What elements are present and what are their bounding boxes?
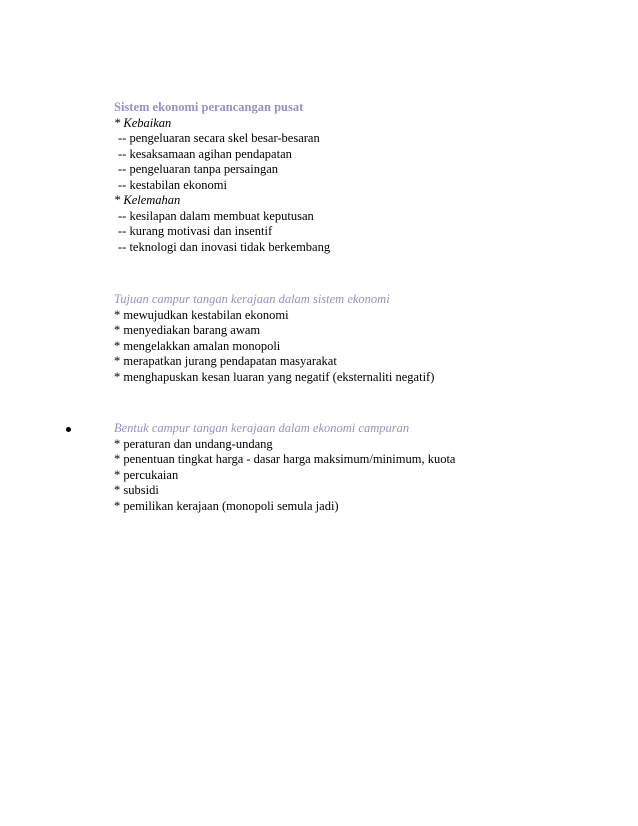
list-item: -- kesaksamaan agihan pendapatan (118, 146, 292, 161)
section-government-objectives (114, 292, 614, 385)
list-item: * merapatkan jurang pendapatan masyarakat (114, 354, 337, 368)
list-item: * mewujudkan kestabilan ekonomi (114, 307, 289, 322)
list-item: * penentuan tingkat harga - dasar harga maksimum/minimum, kuota (114, 452, 456, 466)
list-item: * peraturan dan undang-undang (114, 436, 273, 451)
list-item: -- teknologi dan inovasi tidak berkembang (118, 239, 331, 254)
list-item: -- pengeluaran tanpa persaingan (118, 162, 278, 176)
section-intervention-forms (114, 421, 614, 514)
list-item: * pemilikan kerajaan (monopoli semula jadi) (114, 498, 339, 513)
list-item: -- pengeluaran secara skel besar-besaran (118, 131, 320, 145)
section-title: Tujuan campur tangan kerajaan dalam sistem ekonomi (114, 292, 390, 306)
section-title: Bentuk campur tangan kerajaan dalam ekonomi campuran (114, 421, 410, 435)
section-title: Sistem ekonomi perancangan pusat (114, 100, 304, 114)
list-item: -- kurang motivasi dan insentif (118, 224, 273, 238)
disadvantages-heading: * Kelemahan (114, 193, 181, 207)
list-item: -- kesilapan dalam membuat keputusan (118, 208, 314, 223)
list-item: -- kestabilan ekonomi (118, 177, 227, 192)
list-item: * subsidi (114, 483, 159, 497)
list-item: * menyediakan barang awam (114, 323, 261, 337)
section-central-planning (114, 100, 614, 255)
list-item: * mengelakkan amalan monopoli (114, 338, 281, 353)
bullet-marker (66, 421, 74, 429)
advantages-heading: * Kebaikan (114, 115, 172, 130)
list-item: * percukaian (114, 467, 179, 482)
bullet-dot-icon (66, 427, 71, 432)
list-item: * menghapuskan kesan luaran yang negatif (eksternaliti negatif) (114, 369, 435, 384)
